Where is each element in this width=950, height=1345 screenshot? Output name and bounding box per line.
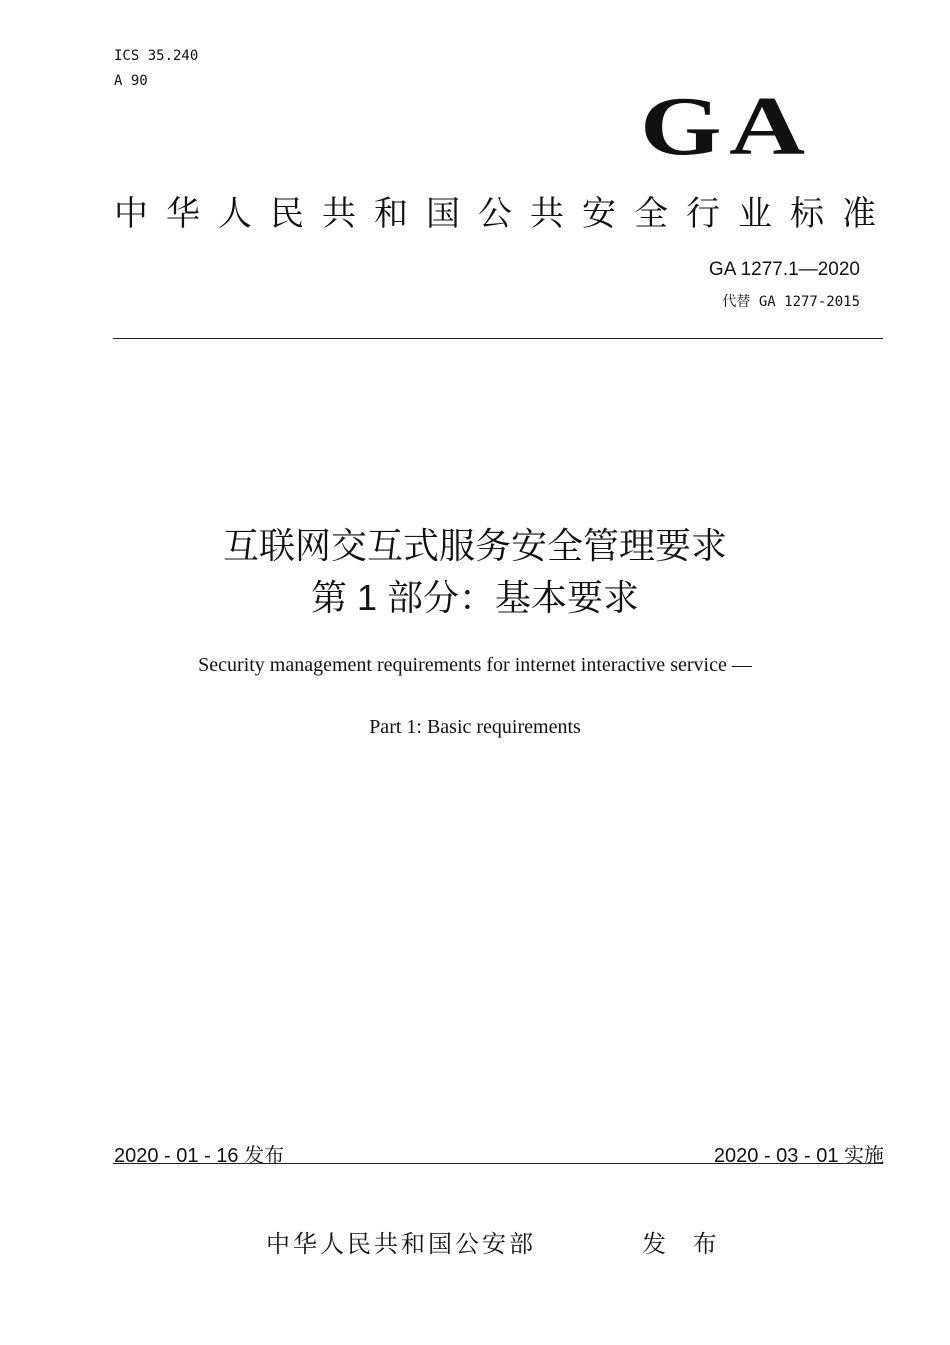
ga-logo: GA xyxy=(640,80,813,173)
implementation-date: 2020 - 03 - 01 实施 xyxy=(713,1145,884,1167)
classification-code: A 90 xyxy=(114,73,148,89)
title-zh-line1: 互联网交互式服务安全管理要求 xyxy=(222,525,727,566)
top-divider xyxy=(113,338,883,339)
title-en-line1: Security management requirements for internet interactive service — xyxy=(198,654,752,676)
publisher-name: 中华人民共和国公安部 xyxy=(266,1231,536,1258)
replaces-note: 代替 GA 1277-2015 xyxy=(722,294,860,310)
ics-code: ICS 35.240 xyxy=(114,48,199,64)
standard-number: GA 1277.1—2020 xyxy=(708,259,860,280)
title-zh-line2: 第 1 部分：基本要求 xyxy=(310,577,640,618)
title-en-line2: Part 1: Basic requirements xyxy=(369,716,581,738)
issue-date: 2020 - 01 - 16 发布 xyxy=(114,1145,285,1167)
bottom-divider xyxy=(113,1163,883,1164)
publish-verb: 发 布 xyxy=(642,1231,727,1258)
standard-type-heading: 中华人民共和国公共安全行业标准 xyxy=(114,195,894,233)
